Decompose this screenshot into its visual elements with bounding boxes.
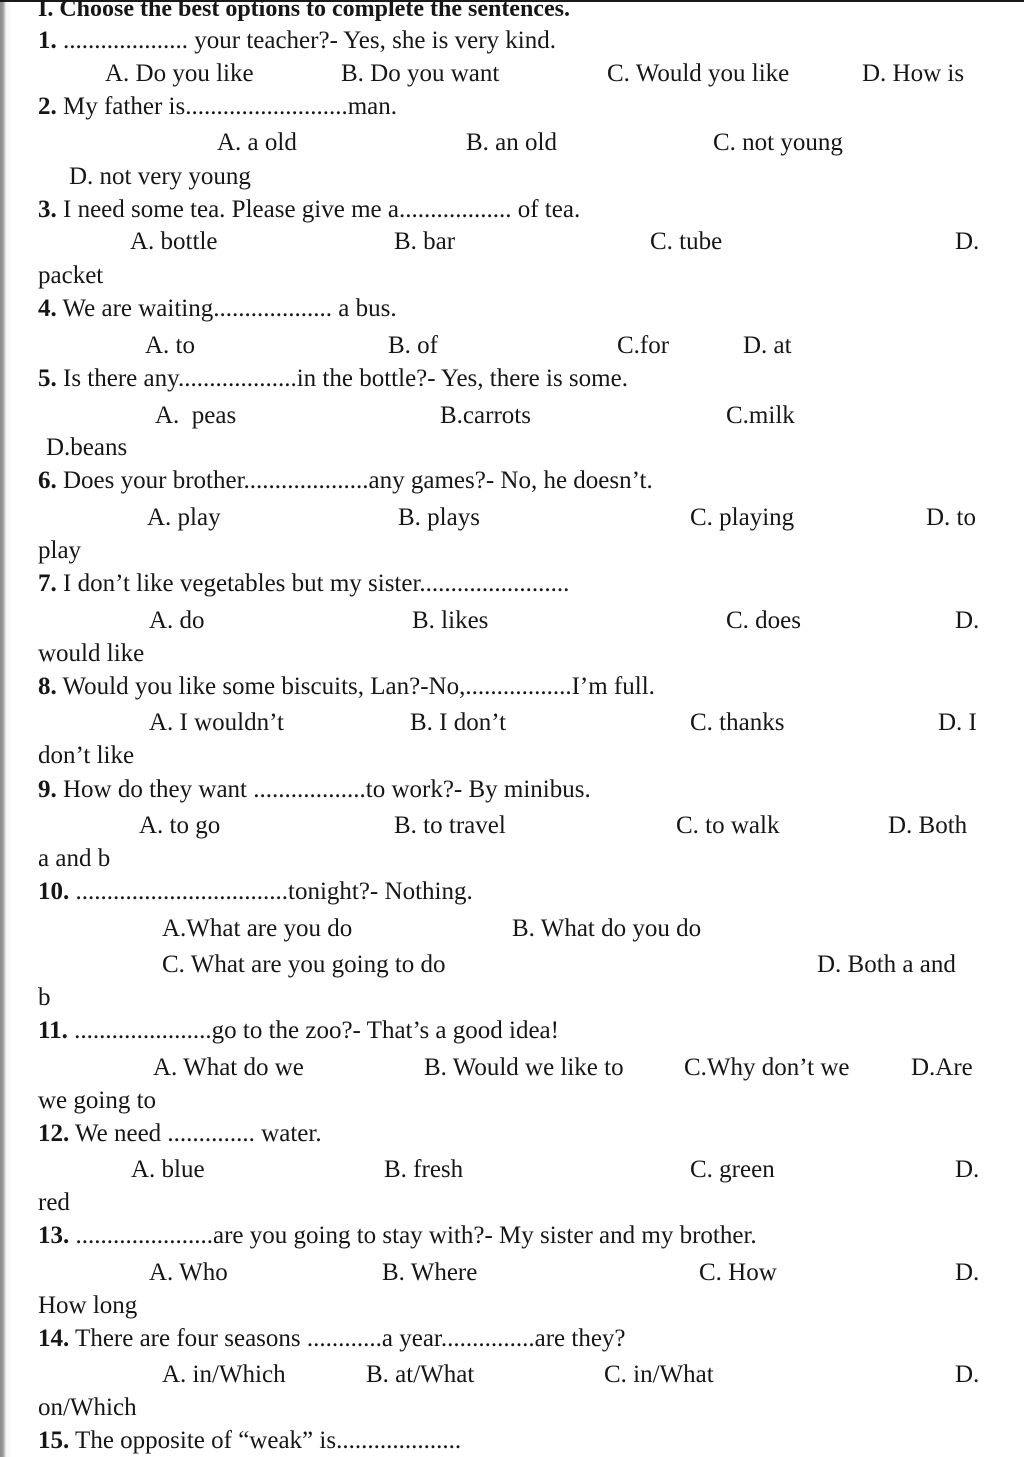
- option-4d[interactable]: D. at: [743, 332, 792, 359]
- option-10a[interactable]: A.What are you do: [162, 915, 353, 942]
- question-12: [38, 1119, 322, 1149]
- option-1d[interactable]: D. How is: [862, 60, 965, 87]
- option-1b[interactable]: B. Do you want: [341, 60, 500, 87]
- option-9d[interactable]: D. Both: [888, 812, 968, 839]
- question-text: The opposite of “weak” is....................: [69, 1427, 462, 1454]
- option-13b[interactable]: B. Where: [382, 1259, 478, 1286]
- option-2c[interactable]: C. not young: [713, 129, 843, 156]
- option-6c[interactable]: C. playing: [690, 504, 795, 531]
- option-3d[interactable]: D.: [955, 228, 980, 255]
- option-2b[interactable]: B. an old: [466, 129, 557, 156]
- option-9d-continued[interactable]: a and b: [38, 845, 111, 872]
- option-2a[interactable]: A. a old: [217, 129, 297, 156]
- question-number: 8.: [38, 673, 57, 700]
- question-text: Would you like some biscuits, Lan?-No,.................I’m full.: [56, 673, 655, 700]
- question-number: 9.: [38, 776, 57, 803]
- option-12b[interactable]: B. fresh: [384, 1156, 464, 1183]
- option-13c[interactable]: C. How: [699, 1259, 777, 1286]
- question-number: 13.: [38, 1222, 70, 1249]
- option-3d-continued[interactable]: packet: [38, 262, 104, 289]
- question-13: [38, 1221, 757, 1251]
- option-1c[interactable]: C. Would you like: [607, 60, 790, 87]
- option-3c[interactable]: C. tube: [650, 228, 723, 255]
- question-9: [38, 775, 591, 805]
- option-10b[interactable]: B. What do you do: [512, 915, 702, 942]
- option-10c[interactable]: C. What are you going to do: [162, 951, 446, 978]
- question-number: 6.: [38, 467, 57, 494]
- option-11d[interactable]: D.Are: [911, 1054, 973, 1081]
- option-14d-continued[interactable]: on/Which: [38, 1394, 137, 1421]
- question-text: We need .............. water.: [69, 1120, 322, 1147]
- option-8c[interactable]: C. thanks: [690, 709, 785, 736]
- question-text: ..................................tonight?- Nothing.: [69, 878, 473, 905]
- option-5d[interactable]: D.beans: [46, 434, 128, 461]
- option-14a[interactable]: A. in/Which: [162, 1361, 286, 1388]
- question-7: [38, 569, 569, 599]
- option-13d[interactable]: D.: [955, 1259, 980, 1286]
- option-8a[interactable]: A. I wouldn’t: [149, 709, 284, 736]
- question-number: 5.: [38, 365, 57, 392]
- option-11b[interactable]: B. Would we like to: [424, 1054, 624, 1081]
- question-text: My father is..........................man.: [56, 93, 397, 120]
- option-12d-continued[interactable]: red: [38, 1189, 70, 1216]
- question-number: 2.: [38, 93, 57, 120]
- question-text: ......................are you going to stay with?- My sister and my brother.: [69, 1222, 757, 1249]
- question-text: There are four seasons ............a year...............are they?: [69, 1325, 626, 1352]
- option-12c[interactable]: C. green: [690, 1156, 775, 1183]
- option-2d[interactable]: D. not very young: [69, 163, 251, 190]
- question-4: [38, 294, 397, 324]
- option-6a[interactable]: A. play: [147, 504, 221, 531]
- option-4a[interactable]: A. to: [145, 332, 195, 359]
- option-8d[interactable]: D. I: [938, 709, 977, 736]
- question-number: 10.: [38, 878, 70, 905]
- exercise-title: I. Choose the best options to complete the sentences.: [38, 0, 570, 22]
- option-6b[interactable]: B. plays: [398, 504, 480, 531]
- question-text: ......................go to the zoo?- That’s a good idea!: [67, 1017, 559, 1044]
- option-12d[interactable]: D.: [955, 1156, 980, 1183]
- option-12a[interactable]: A. blue: [131, 1156, 205, 1183]
- option-4b[interactable]: B. of: [388, 332, 438, 359]
- option-13a[interactable]: A. Who: [149, 1259, 228, 1286]
- option-10d[interactable]: D. Both a and: [817, 951, 956, 978]
- question-11: [38, 1016, 559, 1046]
- question-14: [38, 1324, 626, 1354]
- option-6d[interactable]: D. to: [926, 504, 976, 531]
- option-13d-continued[interactable]: How long: [38, 1292, 138, 1319]
- question-10: [38, 877, 473, 907]
- option-11c[interactable]: C.Why don’t we: [684, 1054, 850, 1081]
- option-5a[interactable]: A. peas: [155, 402, 237, 429]
- option-14d[interactable]: D.: [955, 1361, 980, 1388]
- option-8d-continued[interactable]: don’t like: [38, 742, 135, 769]
- option-11a[interactable]: A. What do we: [153, 1054, 304, 1081]
- question-1: [38, 26, 556, 56]
- option-6d-continued[interactable]: play: [38, 537, 82, 564]
- option-8b[interactable]: B. I don’t: [410, 709, 507, 736]
- question-number: 4.: [38, 295, 57, 322]
- option-7d-continued[interactable]: would like: [38, 640, 145, 667]
- question-8: [38, 672, 655, 702]
- question-number: 15.: [38, 1427, 70, 1454]
- question-6: [38, 466, 653, 496]
- question-text: We are waiting................... a bus.: [56, 295, 397, 322]
- question-number: 3.: [38, 196, 57, 223]
- option-14c[interactable]: C. in/What: [604, 1361, 714, 1388]
- option-7d[interactable]: D.: [955, 607, 980, 634]
- option-1a[interactable]: A. Do you like: [105, 60, 254, 87]
- question-text: How do they want ..................to work?- By minibus.: [56, 776, 591, 803]
- option-5c[interactable]: C.milk: [726, 402, 795, 429]
- option-9c[interactable]: C. to walk: [676, 812, 780, 839]
- question-number: 11.: [38, 1017, 68, 1044]
- question-number: 1.: [38, 27, 57, 54]
- question-text: .................... your teacher?- Yes, she is very kind.: [56, 27, 556, 54]
- option-14b[interactable]: B. at/What: [366, 1361, 475, 1388]
- option-7b[interactable]: B. likes: [412, 607, 489, 634]
- question-15: [38, 1426, 461, 1456]
- option-5b[interactable]: B.carrots: [440, 402, 531, 429]
- question-text: I don’t like vegetables but my sister........................: [56, 570, 570, 597]
- option-10d-continued[interactable]: b: [38, 984, 51, 1011]
- question-number: 7.: [38, 570, 57, 597]
- question-2: [38, 92, 397, 122]
- option-3a[interactable]: A. bottle: [130, 228, 218, 255]
- option-7a[interactable]: A. do: [149, 607, 205, 634]
- question-5: [38, 364, 628, 394]
- option-4c[interactable]: C.for: [617, 332, 670, 359]
- page-edge-shadow: [0, 0, 22, 1457]
- question-number: 12.: [38, 1120, 70, 1147]
- option-7c[interactable]: C. does: [726, 607, 801, 634]
- option-9a[interactable]: A. to go: [139, 812, 221, 839]
- option-3b[interactable]: B. bar: [394, 228, 456, 255]
- question-number: 14.: [38, 1325, 70, 1352]
- question-text: Is there any...................in the bottle?- Yes, there is some.: [56, 365, 628, 392]
- option-9b[interactable]: B. to travel: [394, 812, 506, 839]
- question-text: Does your brother....................any games?- No, he doesn’t.: [56, 467, 653, 494]
- option-11d-continued[interactable]: we going to: [38, 1087, 157, 1114]
- question-3: [38, 195, 580, 225]
- question-text: I need some tea. Please give me a.................. of tea.: [56, 196, 581, 223]
